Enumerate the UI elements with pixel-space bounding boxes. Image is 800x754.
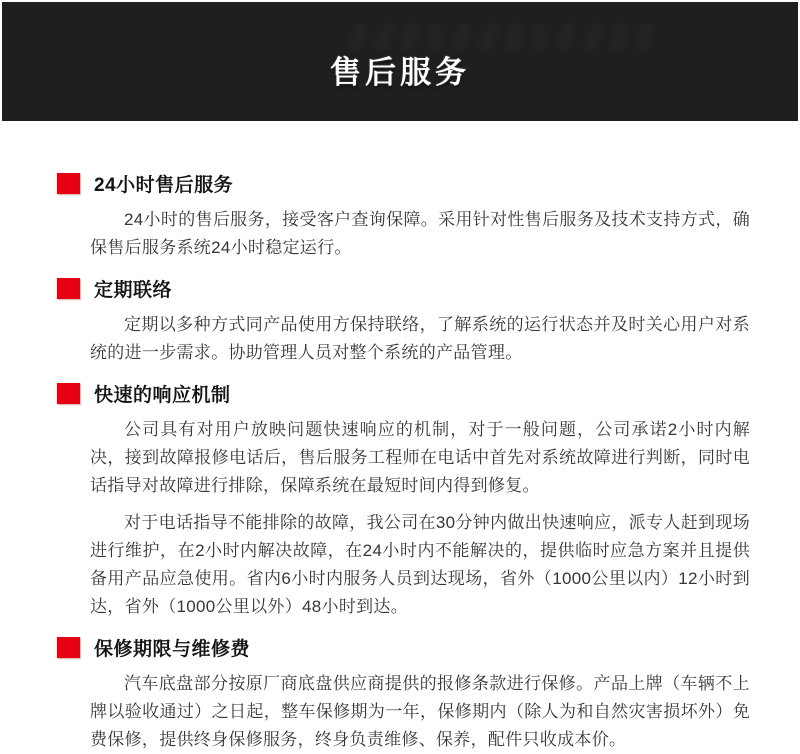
red-square-bullet-icon	[57, 278, 80, 299]
page-title: 售后服务	[330, 55, 470, 90]
content	[0, 121, 800, 754]
header-banner	[2, 2, 798, 121]
red-square-bullet-icon	[57, 383, 80, 404]
red-square-bullet-icon	[57, 173, 80, 194]
section-heading: 保修期限与维修费	[94, 639, 251, 660]
section-heading: 快速的响应机制	[94, 385, 231, 406]
section-heading: 24小时售后服务	[94, 175, 234, 196]
section-paragraph: 公司具有对用户放映问题快速响应的机制，对于一般问题，公司承诺2小时内解决，接到故障报修电话后，售后服务工程师在电话中首先对系统故障进行判断，同时电话指导对故障进行排除，保障系统在最短时间内得到修复。	[90, 420, 750, 495]
section-paragraph: 24小时的售后服务，接受客户查询保障。采用针对性售后服务及技术支持方式，确保售后服务系统24小时稳定运行。	[90, 210, 750, 257]
section-paragraph: 定期以多种方式同产品使用方保持联络，了解系统的运行状态并及时关心用户对系统的进一步需求。协助管理人员对整个系统的产品管理。	[90, 315, 750, 362]
section-heading: 定期联络	[94, 280, 173, 301]
section-rapid-response	[57, 380, 748, 621]
section-paragraph: 对于电话指导不能排除的故障，我公司在30分钟内做出快速响应，派专人赶到现场进行维护，在2小时内解决故障，在24小时内不能解决的，提供临时应急方案并且提供备用产品应急使用。省内6小时内服务人员到达现场，省外（1000公里以内）12小时到达，省外（1000公里以外）48小时到达。	[90, 513, 750, 616]
page	[0, 2, 800, 749]
section-header	[57, 275, 748, 302]
section-warranty	[57, 634, 748, 754]
section-header	[57, 170, 748, 197]
section-24h-service	[57, 170, 748, 262]
section-header	[57, 634, 748, 661]
section-paragraph: 汽车底盘部分按原厂商底盘供应商提供的报修条款进行保修。产品上牌（车辆不上牌以验收通过）之日起，整车保修期为一年，保修期内（除人为和自然灾害损坏外）免费保修，提供终身保修服务，终身负责维修、保养，配件只收成本价。	[90, 674, 750, 749]
red-square-bullet-icon	[57, 637, 80, 658]
section-regular-contact	[57, 275, 748, 367]
section-header	[57, 380, 748, 407]
